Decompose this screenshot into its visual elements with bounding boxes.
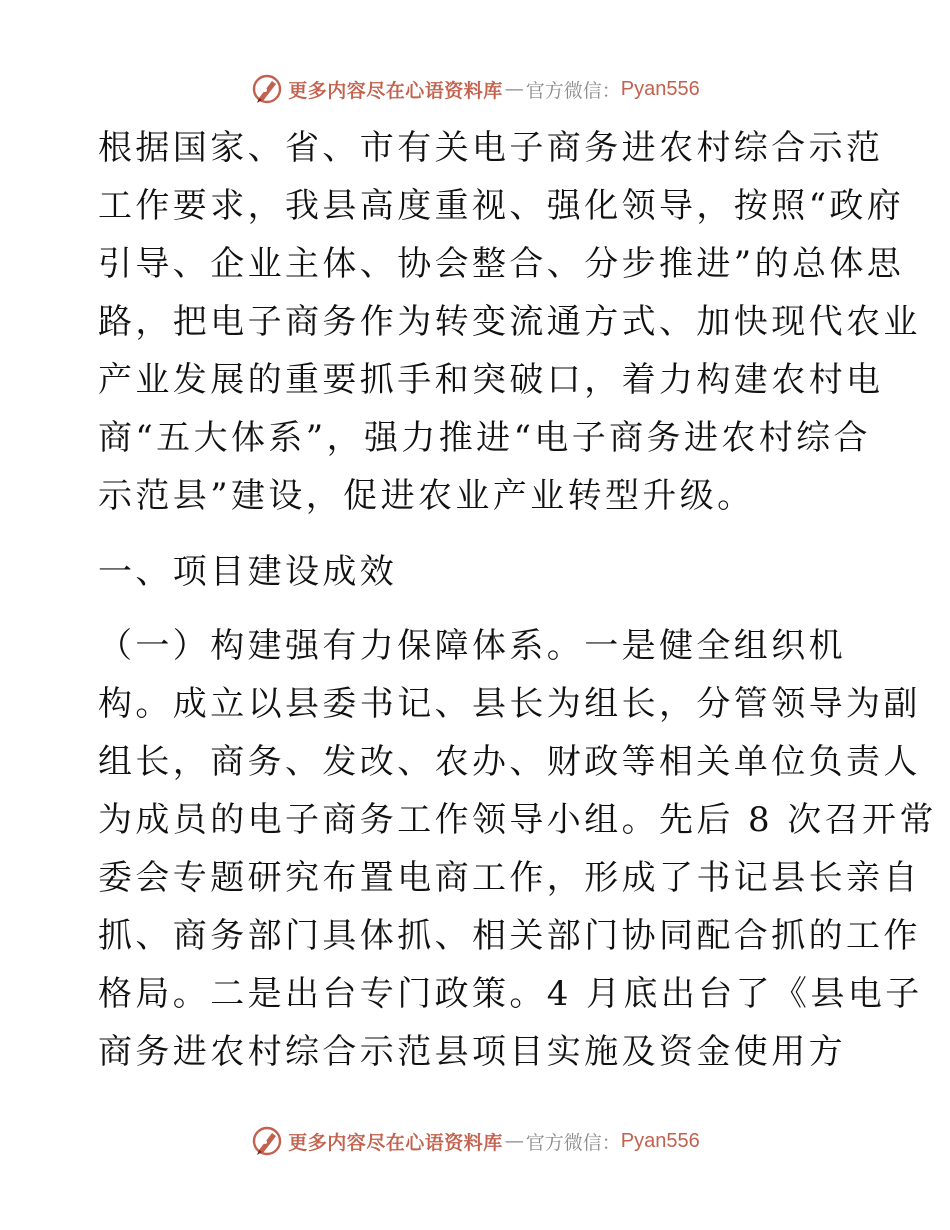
subsection-heading-line: （一）构建强有力保障体系。一是健全组织机 [98,626,846,666]
body-line: 格局。二是出台专门政策。4 月底出台了《县电子 [98,974,923,1014]
body-line: 抓、商务部门具体抓、相关部门协同配合抓的工作 [98,916,921,956]
body-line: 路，把电子商务作为转变流通方式、加快现代农业 [98,302,921,342]
watermark-dash: — [504,1130,524,1152]
watermark-footer [0,1124,950,1158]
pen-logo-icon [250,72,284,106]
pen-logo-icon [250,1124,284,1158]
body-line: 商“五大体系”，强力推进“电子商务进农村综合 [98,418,871,458]
body-line: 为成员的电子商务工作领导小组。先后 8 次召开常 [98,800,937,840]
watermark-official-label: 官方微信： [525,79,621,102]
body-line: 商务进农村综合示范县项目实施及资金使用方 [98,1032,846,1072]
body-line: 引导、企业主体、协会整合、分步推进”的总体思 [98,244,905,284]
body-line: 根据国家、省、市有关电子商务进农村综合示范 [98,128,884,168]
body-line: 构。成立以县委书记、县长为组长，分管领导为副 [98,684,921,724]
body-line: 示范县”建设，促进农业产业转型升级。 [98,476,755,516]
watermark-header [0,72,950,106]
body-line: 工作要求，我县高度重视、强化领导，按照“政府 [98,186,905,226]
watermark-brand: 更多内容尽在心语资料库 [288,79,503,102]
body-line: 委会专题研究布置电商工作，形成了书记县长亲自 [98,858,921,898]
section-heading: 一、项目建设成效 [98,552,398,592]
watermark-wechat-id: Pyan556 [620,77,700,100]
body-line: 组长，商务、发改、农办、财政等相关单位负责人 [98,742,921,782]
watermark-official-label: 官方微信： [525,1131,621,1154]
body-line: 产业发展的重要抓手和突破口，着力构建农村电 [98,360,884,400]
watermark-brand: 更多内容尽在心语资料库 [288,1131,503,1154]
watermark-dash: — [504,78,524,100]
watermark-wechat-id: Pyan556 [620,1129,700,1152]
